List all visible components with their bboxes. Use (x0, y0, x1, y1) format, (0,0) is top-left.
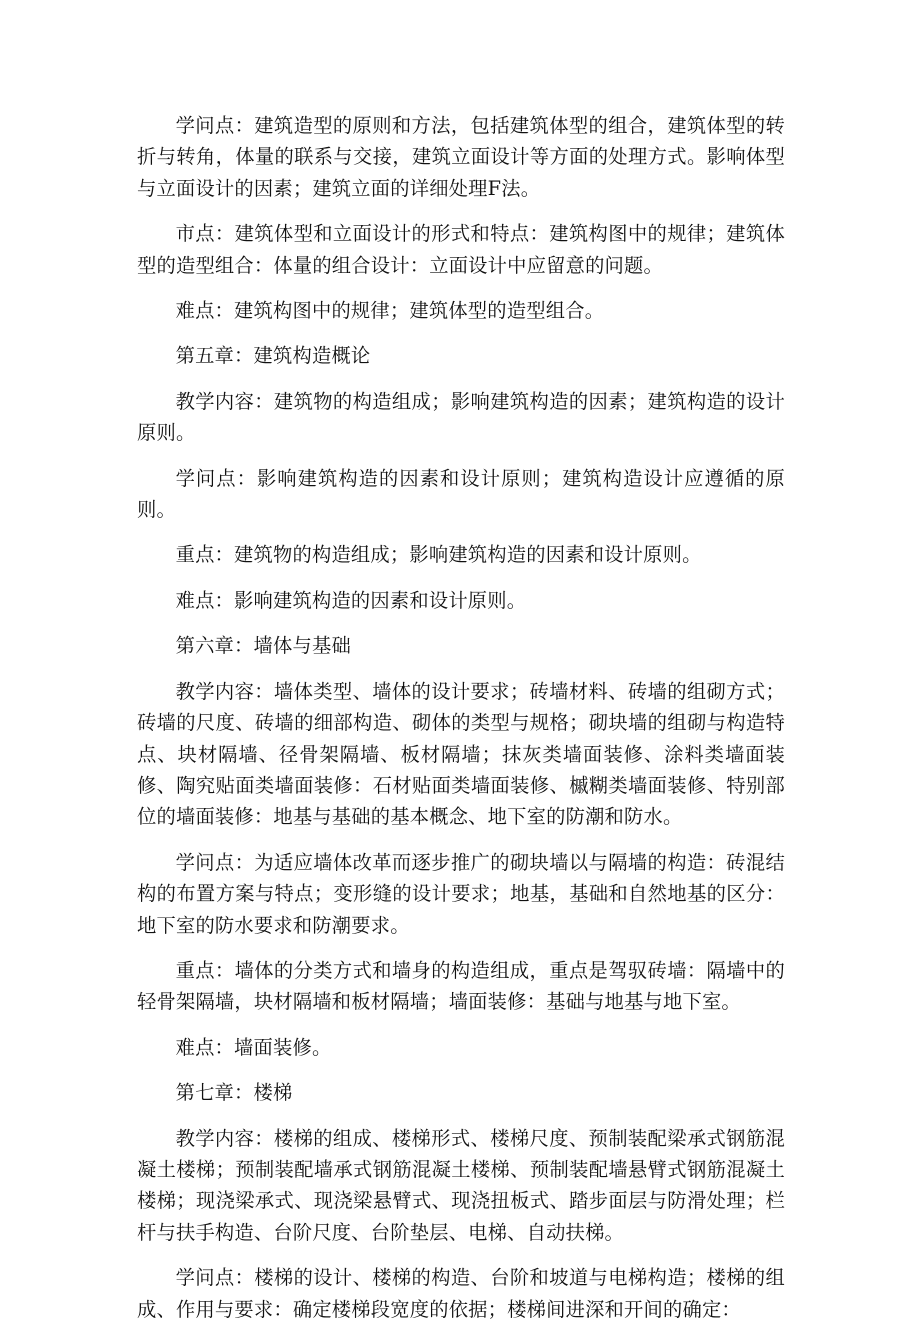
paragraph-key-points-ch6: 重点：墙体的分类方式和墙身的构造组成，重点是驾驭砖墙：隔墙中的轻骨架隔墙，块材隔墙和板材隔墙；墙面装修：基础与地基与地下室。 (137, 958, 785, 1014)
paragraph-difficult-points-ch6: 难点：墙面装修。 (175, 1035, 332, 1059)
paragraph-knowledge-points-ch7: 学问点：楼梯的设计、楼梯的构造、台阶和坡道与电梯构造；楼梯的组成、作用与要求：确定楼梯段宽度的依据；楼梯间进深和开间的确定： (137, 1266, 785, 1321)
paragraph-knowledge-points-ch6: 学问点：为适应墙体改革而逐步推广的砌块墙以与隔墙的构造：砖混结构的布置方案与特点；变形缝的设计要求；地基，基础和自然地基的区分：地下室的防水要求和防潮要求。 (137, 850, 785, 937)
paragraph-key-points-ch5: 重点：建筑物的构造组成；影响建筑构造的因素和设计原则。 (175, 543, 702, 567)
chapter-5-heading: 第五章：建筑构造概论 (175, 344, 371, 368)
paragraph-knowledge-points-ch5: 学问点：影响建筑构造的因素和设计原则；建筑构造设计应遵循的原则。 (137, 466, 785, 522)
paragraph-teaching-content-ch6: 教学内容：墙体类型、墙体的设计要求；砖墙材料、砖墙的组砌方式；砖墙的尺度、砖墙的细部构造、砌体的类型与规格；砌块墙的组砌与构造特点、块材隔墙、径骨架隔墙、板材隔墙；抹灰类墙面装修、涂料类墙面装修、陶究贴面类墙面装修：石材贴面类墙面装修、槭糊类墙面装修、特别部位的墙面装修：地基与基础的基本概念、地下室的防潮和防水。 (137, 679, 785, 829)
paragraph-teaching-content-ch5: 教学内容：建筑物的构造组成；影响建筑构造的因素；建筑构造的设计原则。 (137, 389, 785, 445)
document-page (137, 110, 785, 1339)
chapter-6-heading: 第六章：墙体与基础 (175, 634, 351, 658)
chapter-7-heading: 第七章：楼梯 (175, 1081, 293, 1105)
paragraph-teaching-content-ch7: 教学内容：楼梯的组成、楼梯形式、楼梯尺度、预制装配梁承式钢筋混凝土楼梯；预制装配墙承式钢筋混凝土楼梯、预制装配墙悬臂式钢筋混凝土楼梯；现浇梁承式、现浇梁悬臂式、现浇扭板式、踏步面层与防滑处理；栏杆与扶手构造、台阶尺度、台阶垫层、电梯、自动扶梯。 (137, 1126, 785, 1244)
paragraph-key-points-ch4: 市点：建筑体型和立面设计的形式和特点：建筑构图中的规律；建筑体型的造型组合：体量的组合设计：立面设计中应留意的问题。 (137, 222, 785, 277)
paragraph-difficult-points-ch4: 难点：建筑构图中的规律；建筑体型的造型组合。 (175, 299, 605, 323)
paragraph-knowledge-points-ch4: 学问点：建筑造型的原则和方法，包括建筑体型的组合，建筑体型的转折与转角，体量的联系与交接，建筑立面设计等方面的处理方式。影响体型与立面设计的因素；建筑立面的详细处理F法。 (137, 114, 785, 200)
paragraph-difficult-points-ch5: 难点：影响建筑构造的因素和设计原则。 (175, 588, 527, 612)
